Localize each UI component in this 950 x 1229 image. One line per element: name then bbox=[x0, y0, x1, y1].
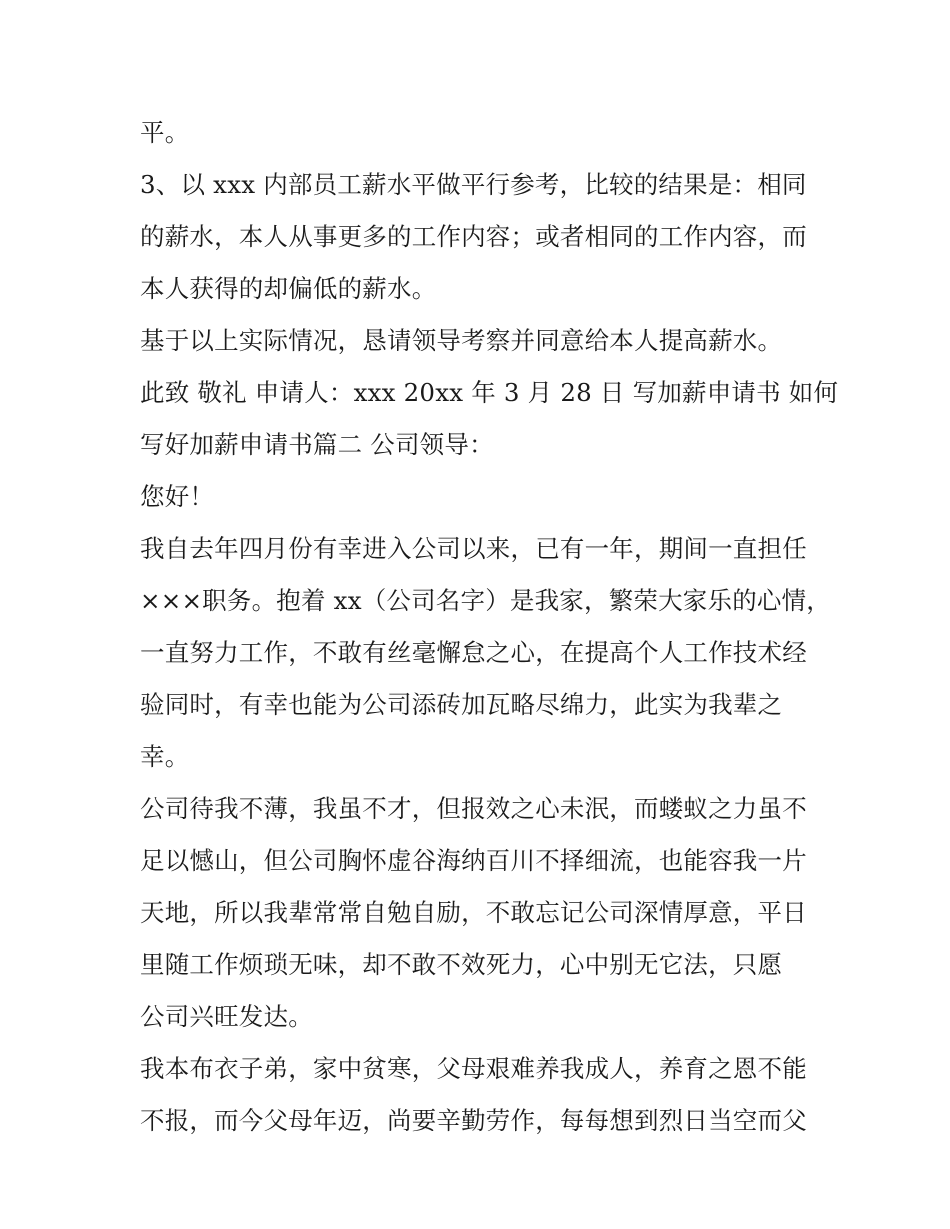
text-line: 我自去年四月份有幸进入公司以来，已有一年，期间一直担任 bbox=[140, 534, 807, 563]
text-line: 3、以 xxx 内部员工薪水平做平行参考，比较的结果是：相同 bbox=[140, 170, 807, 199]
text-line: 写好加薪申请书篇二 公司领导： bbox=[140, 430, 494, 459]
text-line: 里随工作烦琐无味，却不敢不效死力，心中别无它法，只愿 bbox=[140, 950, 783, 979]
text-line: 此致 敬礼 申请人：xxx 20xx 年 3 月 28 日 写加薪申请书 如何 bbox=[140, 378, 839, 407]
text-line: 公司兴旺发达。 bbox=[140, 1002, 313, 1031]
text-line: 我本布衣子弟，家中贫寒，父母艰难养我成人，养育之恩不能 bbox=[140, 1054, 807, 1083]
letter-body bbox=[140, 107, 839, 1147]
text-line: 基于以上实际情况，恳请领导考察并同意给本人提高薪水。 bbox=[140, 326, 783, 355]
greeting-line: 您好！ bbox=[140, 482, 215, 511]
text-line: 天地，所以我辈常常自勉自励，不敢忘记公司深情厚意，平日 bbox=[140, 898, 807, 927]
text-line: 的薪水，本人从事更多的工作内容；或者相同的工作内容，而 bbox=[140, 222, 807, 251]
text-line: 足以憾山，但公司胸怀虚谷海纳百川不择细流，也能容我一片 bbox=[140, 846, 807, 875]
text-line: 一直努力工作，不敢有丝毫懈怠之心，在提高个人工作技术经 bbox=[140, 638, 807, 667]
text-line: 不报，而今父母年迈，尚要辛勤劳作，每每想到烈日当空而父 bbox=[140, 1106, 807, 1135]
text-line: 验同时，有幸也能为公司添砖加瓦略尽绵力，此实为我辈之 bbox=[140, 690, 783, 719]
text-line: 公司待我不薄，我虽不才，但报效之心未泯，而蝼蚁之力虽不 bbox=[140, 794, 807, 823]
text-line: 平。 bbox=[140, 118, 190, 147]
text-line: ×××职务。抱着 xx（公司名字）是我家，繁荣大家乐的心情， bbox=[140, 586, 832, 615]
text-line: 本人获得的却偏低的薪水。 bbox=[140, 274, 437, 303]
text-line: 幸。 bbox=[140, 742, 190, 771]
